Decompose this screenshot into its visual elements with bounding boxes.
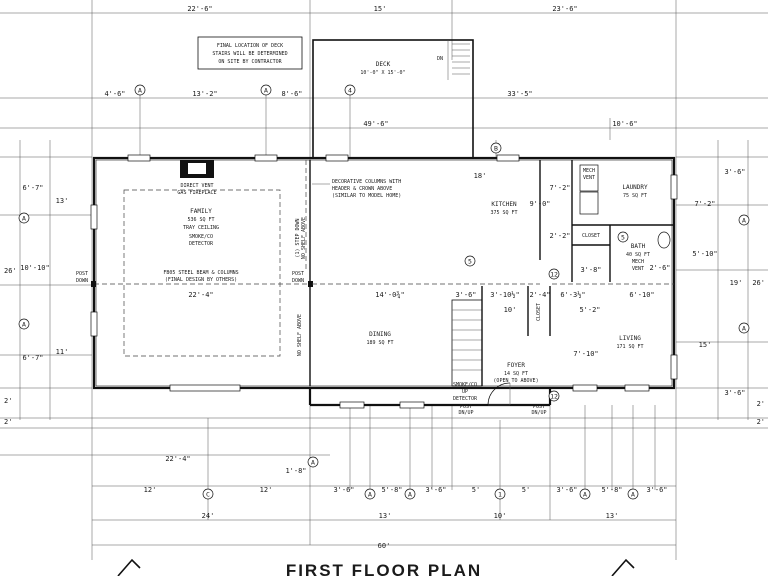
beam-note-2: (FINAL DESIGN BY OTHERS) xyxy=(164,277,238,283)
right-dimensions xyxy=(692,168,765,426)
post-up-right-1: POST xyxy=(532,404,546,410)
post-down-left-1: POST xyxy=(75,271,89,277)
dim-left-7: 2' xyxy=(4,418,13,426)
dim-mid-6-3: 6'-3½" xyxy=(560,291,586,299)
dim-r3-b: 10'-6" xyxy=(612,120,638,128)
stairs-foyer xyxy=(452,286,551,416)
dim-bot2-6: 5' xyxy=(521,486,531,494)
post-down-mid-1: POST xyxy=(291,271,305,277)
dim-mid-3-6: 3'-6" xyxy=(455,291,477,299)
dim-left-4: 6'-7" xyxy=(22,354,44,362)
living-area: 171 SQ FT xyxy=(616,344,644,350)
no-shelf-note: NO SHELF ABOVE xyxy=(297,313,303,357)
dim-bot2-7: 3'-6" xyxy=(556,486,578,494)
dim-left-0: 6'-7" xyxy=(22,184,44,192)
dim-bot2-3: 5'-8" xyxy=(381,486,403,494)
dim-left-5: 11' xyxy=(55,348,69,356)
dim-r2-d: 33'-5" xyxy=(507,90,533,98)
fireplace-note-1: DIRECT VENT xyxy=(180,183,214,189)
dim-right-6: 3'-6" xyxy=(724,389,746,397)
mech-vent-1: MECH xyxy=(582,168,596,174)
left-dimensions xyxy=(4,184,68,426)
closet-2-name: CLOSET xyxy=(536,302,542,322)
dim-family-width: 22'-4" xyxy=(188,291,214,299)
dim-right-1: 7'-2" xyxy=(694,200,716,208)
dim-mid-2-4: 2'-4" xyxy=(529,291,551,299)
fireplace-note-2: GAS FIREPLACE xyxy=(177,190,217,196)
dim-living-7-10: 7'-10" xyxy=(573,350,599,358)
bath-mech: MECH xyxy=(631,259,645,265)
bubble-a-left-2: A xyxy=(22,320,26,329)
deck xyxy=(313,40,473,158)
dim-left-3: 26' xyxy=(4,267,17,275)
post-up-left-1: POST xyxy=(459,404,473,410)
dim-bot3-a: 24' xyxy=(201,512,215,520)
step-down-note-2: NO SHELF ABOVE xyxy=(301,216,307,260)
dim-right-7: 2' xyxy=(756,400,765,408)
title-text: FIRST FLOOR PLAN xyxy=(285,561,483,576)
dim-bot1-a: 22'-4" xyxy=(165,455,191,463)
ceiling-note-3: (SIMILAR TO MODEL HOME) xyxy=(332,193,402,199)
dim-right-2: 5'-10" xyxy=(692,250,718,258)
bottom-dimensions xyxy=(144,455,668,550)
dim-left-1: 13' xyxy=(55,197,69,205)
dim-bath-3: 3'-8" xyxy=(580,266,602,274)
dim-overall: 60' xyxy=(377,542,391,550)
dim-right-4: 26' xyxy=(752,279,765,287)
living xyxy=(552,284,674,358)
bubble-b: B xyxy=(494,144,498,153)
post-down-left-2: DOWN xyxy=(75,278,89,284)
dim-left-6: 2' xyxy=(4,397,13,405)
top-dimensions xyxy=(104,5,637,128)
dim-bot3-b: 13' xyxy=(378,512,392,520)
dim-right-0: 3'-6" xyxy=(724,168,746,176)
family-room xyxy=(76,190,313,356)
dim-dining-width: 14'-0¾" xyxy=(375,291,405,299)
kitchen-name: KITCHEN xyxy=(491,201,517,208)
deck-stairs-note xyxy=(198,37,302,69)
dim-r3-a: 49'-6" xyxy=(363,120,389,128)
laundry-area: 75 SQ FT xyxy=(622,193,648,199)
post-up-left-2: DN/UP xyxy=(458,410,474,416)
ceiling-note-2: HEADER & CROWN ABOVE xyxy=(332,186,393,192)
smoke-note-1: SMOKE/CO xyxy=(452,382,478,388)
ceiling-note-1: DECORATIVE COLUMNS WITH xyxy=(332,179,402,185)
mech-vent-2: VENT xyxy=(582,175,596,181)
post-down-mid-2: DOWN xyxy=(291,278,305,284)
stairs-up: UP xyxy=(461,389,469,395)
dim-kitchen-2: 2'-2" xyxy=(549,232,571,240)
dim-right-3: 19' xyxy=(729,279,743,287)
dim-bot3-c: 10' xyxy=(493,512,507,520)
dim-top-c: 23'-6" xyxy=(552,5,578,13)
dim-bot2-9: 3'-6" xyxy=(646,486,668,494)
dim-mid-3-10: 3'-10½" xyxy=(490,291,520,299)
dim-bot1-b: 1'-8" xyxy=(285,467,307,475)
foyer-name: FOYER xyxy=(506,362,526,369)
dim-r2-a: 4'-6" xyxy=(104,90,126,98)
bubble-a-b3: A xyxy=(583,490,587,499)
bath-vent: VENT xyxy=(631,266,645,272)
dim-bath-2: 2'-6" xyxy=(649,264,671,272)
bubble-a-1: A xyxy=(138,86,142,95)
bubble-5-stair: 5 xyxy=(468,257,472,266)
note-line-3: ON SITE BY CONTRACTOR xyxy=(218,59,282,65)
bubble-4: 4 xyxy=(348,86,352,95)
bubble-1: 1 xyxy=(498,490,502,499)
beam-note-1: FB05 STEEL BEAM & COLUMNS xyxy=(163,270,239,276)
ceiling-note xyxy=(312,179,401,199)
bubble-a-bottom: A xyxy=(311,458,315,467)
family-detector: DETECTOR xyxy=(188,241,214,247)
dim-top-a: 22'-6" xyxy=(187,5,213,13)
bubble-12-upper: 12 xyxy=(550,270,558,279)
bubble-a-b1: A xyxy=(368,490,372,499)
dim-bot2-2: 3'-6" xyxy=(333,486,355,494)
dim-bot2-4: 3'-6" xyxy=(425,486,447,494)
dim-mid-10: 10' xyxy=(503,306,517,314)
dim-kitchen-7: 7'-2" xyxy=(549,184,571,192)
foyer-note: (OPEN TO ABOVE) xyxy=(493,378,539,384)
dining-area: 189 SQ FT xyxy=(366,340,394,346)
foyer-area: 14 SQ FT xyxy=(503,371,529,377)
dim-bot2-5: 5' xyxy=(471,486,481,494)
bubble-a-left-1: A xyxy=(22,214,26,223)
dim-mid-5-2: 5'-2" xyxy=(579,306,601,314)
bubble-a-b2: A xyxy=(408,490,412,499)
bubble-a-right-1: A xyxy=(742,216,746,225)
dim-kitchen-18: 18' xyxy=(473,172,487,180)
kitchen-area: 375 SQ FT xyxy=(490,210,518,216)
laundry-bath xyxy=(572,160,674,282)
dim-r2-b: 13'-2" xyxy=(192,90,218,98)
dim-bot2-1: 12' xyxy=(259,486,273,494)
bubble-c: C xyxy=(206,490,210,499)
family-area: 536 SQ FT xyxy=(187,217,215,223)
dim-bot2-8: 5'-8" xyxy=(601,486,623,494)
laundry-name: LAUNDRY xyxy=(622,184,648,191)
bubble-a-right-2: A xyxy=(742,324,746,333)
bath-name: BATH xyxy=(630,243,646,250)
dim-top-b: 15' xyxy=(373,5,387,13)
plan-title xyxy=(118,560,634,576)
bubble-12-lower: 12 xyxy=(550,392,558,401)
dim-right-8: 2' xyxy=(756,418,765,426)
bubble-5-bath: 5 xyxy=(621,233,625,242)
deck-size: 10'-0" X 15'-0" xyxy=(360,70,406,76)
smoke-note-2: DETECTOR xyxy=(452,396,478,402)
post-up-right-2: DN/UP xyxy=(531,410,547,416)
dim-kitchen-9: 9'-0" xyxy=(529,200,551,208)
family-smoke: SMOKE/CO xyxy=(188,234,214,240)
dim-bot3-d: 13' xyxy=(605,512,619,520)
fireplace xyxy=(177,160,216,196)
bubble-a-2: A xyxy=(264,86,268,95)
family-name: FAMILY xyxy=(190,208,212,215)
deck-stairs-dn: DN xyxy=(436,56,444,62)
closet-1-name: CLOSET xyxy=(581,233,601,239)
dim-left-2: 10'-10" xyxy=(20,264,50,272)
note-line-1: FINAL LOCATION OF DECK xyxy=(216,43,284,49)
dim-mid-6-10: 6'-10" xyxy=(629,291,655,299)
bubble-a-b4: A xyxy=(631,490,635,499)
dim-bot2-0: 12' xyxy=(143,486,157,494)
dim-right-5: 15' xyxy=(698,341,712,349)
step-down-note-1: (1) STEP DOWN xyxy=(295,218,301,258)
note-line-2: STAIRS WILL BE DETERMINED xyxy=(212,51,288,57)
family-ceiling: TRAY CEILING xyxy=(182,225,220,231)
dim-r2-c: 8'-6" xyxy=(281,90,303,98)
bath-area: 40 SQ FT xyxy=(625,252,651,258)
dining-name: DINING xyxy=(369,331,391,338)
living-name: LIVING xyxy=(619,335,641,342)
deck-name: DECK xyxy=(375,61,391,68)
